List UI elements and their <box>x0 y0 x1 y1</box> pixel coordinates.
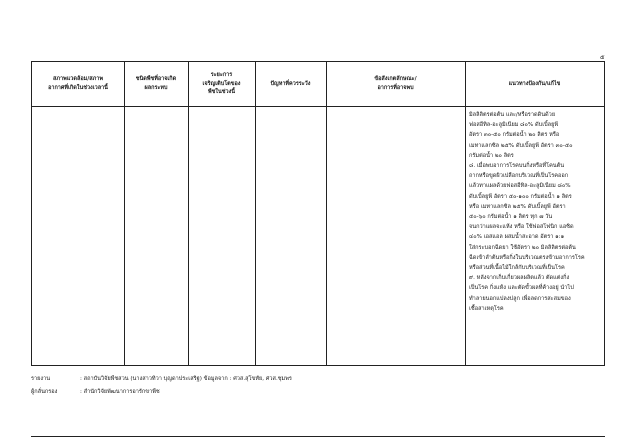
header-environment: สภาพแวดล้อม/สภาพ อากาศที่เกิดในช่วงเวลานี้ <box>48 76 108 91</box>
recommendation-text: มิลลิลิตรต่อต้น และ/หรือราดดินด้วย ฟอสอีทิล-อะลูมิเนียม ๘๐% ดับเบิ้ลยูพี อัตรา ๓๐-๕๐ กรัมต่อน้ำ ๒๐ ลิตร หรือ เมทาแลกซิล ๒๕% ดับเบิ้ลยูพี อัตรา ๓๐-๕๐ กรัมต่อน้ำ ๒๐ ลิตร ๘. เมื่อพบอาการโรคบนกิ่งหรือที่โคนต้น ถากหรือขูดผิวเปลือกบริเวณที่เป็นโรคออก แล้วทาแผลด้วยฟอสอีทิล-อะลูมิเนียม ๘๐% ดับเบิ้ลยูพี อัตรา ๕๐-๑๐๐ กรัมต่อน้ำ ๑ ลิตร หรือ เมทาแลกซิล ๒๕% ดับเบิ้ลยูพี อัตรา ๕๐-๖๐ กรัมต่อน้ำ ๑ ลิตร ทุก ๗ วัน จนกว่าแผลจะแห้ง หรือ ใช้ฟอสโฟนิก แอซิด ๔๐% เอสแอล ผสมน้ำสะอาด อัตรา ๑:๑ ใส่กระบอกฉีดยา ใช้อัตรา ๒๐ มิลลิลิตรต่อต้น ฉีดเข้าลำต้นหรือกิ่งในบริเวณตรงข้ามอาการโรค หรือส่วนที่เนื้อไม้ใกล้กับบริเวณที่เป็นโรค ๙. หลังจากเก็บเกี่ยวผลผลิตแล้ว ตัดแต่งกิ่ง เป็นโรค กิ่งแห้ง และตัดขั้วผลที่ค้างอยู่ นำไป ทำลายนอกแปลงปลูก เพื่อลดการสะสมของ เชื้อสาเหตุโรค <box>469 112 585 312</box>
header-divider <box>32 106 604 107</box>
column-divider <box>255 62 256 365</box>
filter-line <box>31 388 160 396</box>
bottom-rule <box>31 436 605 437</box>
page-number: ๕ <box>600 54 605 61</box>
header-problems: ปัญหาที่ควรระวัง <box>270 80 311 87</box>
header-affected-crops: ชนิดพืชที่อาจเกิด ผลกระทบ <box>135 76 177 91</box>
advisory-table <box>31 61 605 366</box>
header-prevention: แนวทางป้องกัน/แก้ไข <box>508 80 561 87</box>
filter-text: : สำนักวิจัยพัฒนาการอารักขาพืช <box>80 389 160 395</box>
column-divider <box>188 62 189 365</box>
column-divider <box>326 62 327 365</box>
report-text: : สถาบันวิจัยพืชสวน (นางสาวทิวา บุญดาประเสริฐ) ข้อมูลจาก : ศวส.สุโขทัย, ศวส.ชุมพร <box>80 376 292 382</box>
column-divider <box>124 62 125 365</box>
header-symptoms: ข้อสังเกตลักษณะ/ อาการที่อาจพบ <box>374 76 417 91</box>
report-label: รายงาน <box>31 376 51 382</box>
column-divider <box>465 62 466 365</box>
header-growth-stage: ระยะการ เจริญเติบโตของ พืชในช่วงนี้ <box>202 72 241 96</box>
filter-label: ผู้กลั่นกรอง <box>31 389 58 395</box>
report-line <box>31 375 292 383</box>
